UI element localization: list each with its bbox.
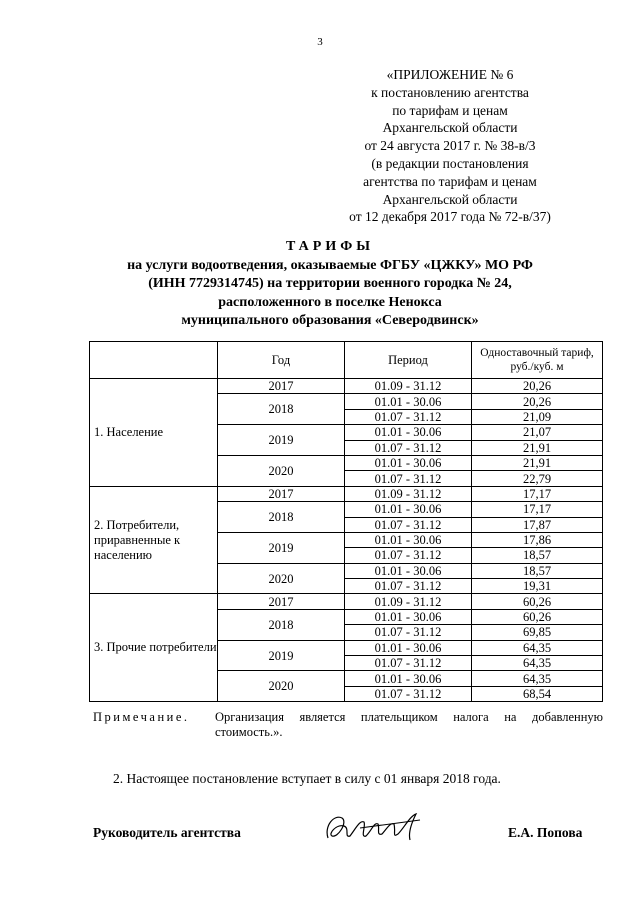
year-cell: 2019 — [218, 532, 345, 563]
period-cell: 01.01 - 30.06 — [345, 394, 472, 409]
tariff-cell: 60,26 — [472, 594, 603, 609]
period-cell: 01.01 - 30.06 — [345, 502, 472, 517]
tariff-cell: 21,07 — [472, 425, 603, 440]
appendix-line: Архангельской области — [382, 191, 518, 207]
year-cell: 2019 — [218, 425, 345, 456]
signatory-position: Руководитель агентства — [93, 825, 241, 840]
tariff-cell: 60,26 — [472, 609, 603, 624]
tariff-cell: 18,57 — [472, 563, 603, 578]
title-heading: ТАРИФЫ — [286, 239, 374, 254]
handwritten-signature — [320, 808, 430, 848]
tariff-cell: 64,35 — [472, 671, 603, 686]
period-cell: 01.07 - 31.12 — [345, 656, 472, 671]
period-cell: 01.07 - 31.12 — [345, 579, 472, 594]
year-cell: 2019 — [218, 640, 345, 671]
tariff-cell: 20,26 — [472, 379, 603, 394]
signatory-name: Е.А. Попова — [508, 825, 583, 840]
period-cell: 01.01 - 30.06 — [345, 671, 472, 686]
tariff-cell: 22,79 — [472, 471, 603, 486]
tariff-cell: 17,86 — [472, 532, 603, 547]
table-row — [90, 594, 603, 609]
appendix-line: от 12 декабря 2017 года № 72-в/37) — [349, 209, 551, 225]
table-body — [90, 379, 603, 702]
table-header-row — [90, 342, 603, 379]
period-cell: 01.07 - 31.12 — [345, 517, 472, 532]
tariff-cell: 18,57 — [472, 548, 603, 563]
period-cell: 01.07 - 31.12 — [345, 625, 472, 640]
appendix-header — [300, 66, 600, 226]
period-cell: 01.07 - 31.12 — [345, 471, 472, 486]
year-cell: 2017 — [218, 594, 345, 609]
year-cell: 2020 — [218, 455, 345, 486]
category-cell: 2. Потребители, приравненные к населению — [90, 486, 218, 594]
title-line: расположенного в поселке Ненокса — [218, 294, 442, 310]
tariff-cell: 17,17 — [472, 502, 603, 517]
appendix-line: к постановлению агентства — [371, 84, 529, 100]
period-cell: 01.07 - 31.12 — [345, 409, 472, 424]
tariff-cell: 21,09 — [472, 409, 603, 424]
note-label: Примечание. — [93, 710, 190, 724]
tariff-cell: 20,26 — [472, 394, 603, 409]
tariffs-table — [89, 341, 603, 702]
title-line: (ИНН 7729314745) на территории военного городка № 24, — [148, 276, 512, 292]
period-cell: 01.07 - 31.12 — [345, 440, 472, 455]
period-cell: 01.07 - 31.12 — [345, 686, 472, 701]
tariff-cell: 69,85 — [472, 625, 603, 640]
period-cell: 01.01 - 30.06 — [345, 455, 472, 470]
year-cell: 2020 — [218, 563, 345, 594]
period-cell: 01.09 - 31.12 — [345, 486, 472, 501]
appendix-line: агентства по тарифам и ценам — [363, 173, 537, 189]
tariff-cell: 21,91 — [472, 455, 603, 470]
year-cell: 2017 — [218, 486, 345, 501]
year-cell: 2018 — [218, 609, 345, 640]
tariff-cell: 64,35 — [472, 640, 603, 655]
tariff-cell: 17,17 — [472, 486, 603, 501]
tariff-cell: 64,35 — [472, 656, 603, 671]
appendix-line: от 24 августа 2017 г. № 38-в/3 — [364, 138, 536, 154]
appendix-line: «ПРИЛОЖЕНИЕ № 6 — [386, 67, 514, 82]
page-number: 3 — [317, 36, 323, 48]
tariff-cell: 19,31 — [472, 579, 603, 594]
appendix-line: по тарифам и ценам — [392, 102, 508, 118]
title-line: муниципального образования «Северодвинск» — [181, 313, 479, 329]
table-row — [90, 379, 603, 394]
period-cell: 01.09 - 31.12 — [345, 594, 472, 609]
period-cell: 01.01 - 30.06 — [345, 563, 472, 578]
period-cell: 01.01 - 30.06 — [345, 425, 472, 440]
title-line: на услуги водоотведения, оказываемые ФГБУ «ЦЖКУ» МО РФ — [127, 257, 533, 273]
year-cell: 2018 — [218, 394, 345, 425]
table-row — [90, 486, 603, 501]
category-cell: 1. Население — [90, 379, 218, 487]
period-cell: 01.01 - 30.06 — [345, 532, 472, 547]
note-text: Организация является плательщиком налога на добавленную стоимость.». — [215, 710, 603, 739]
header-category — [90, 342, 218, 379]
clause-2: 2. Настоящее постановление вступает в силу с 01 января 2018 года. — [113, 771, 501, 786]
year-cell: 2018 — [218, 502, 345, 533]
header-tariff: Одноставочный тариф, руб./куб. м — [472, 342, 603, 379]
tariff-cell: 68,54 — [472, 686, 603, 701]
year-cell: 2017 — [218, 379, 345, 394]
period-cell: 01.07 - 31.12 — [345, 548, 472, 563]
header-period: Период — [345, 342, 472, 379]
tariff-cell: 17,87 — [472, 517, 603, 532]
tariff-cell: 21,91 — [472, 440, 603, 455]
appendix-line: Архангельской области — [382, 120, 518, 136]
period-cell: 01.01 - 30.06 — [345, 609, 472, 624]
document-title — [80, 238, 580, 331]
period-cell: 01.01 - 30.06 — [345, 640, 472, 655]
header-year: Год — [218, 342, 345, 379]
period-cell: 01.09 - 31.12 — [345, 379, 472, 394]
appendix-line: (в редакции постановления — [371, 155, 529, 171]
year-cell: 2020 — [218, 671, 345, 702]
category-cell: 3. Прочие потребители — [90, 594, 218, 702]
